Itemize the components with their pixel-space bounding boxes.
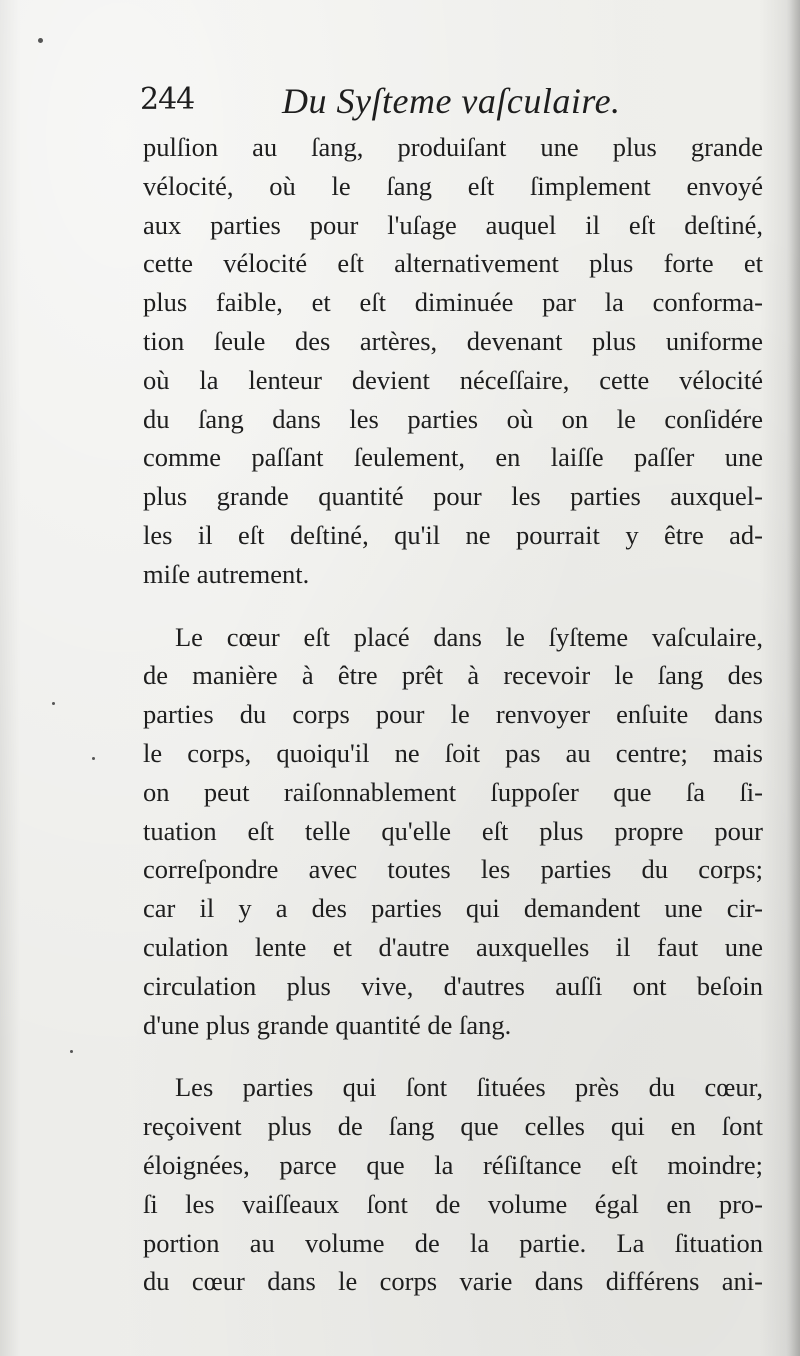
text-line: éloignées, parce que la réſiſtance eſt moindre; (143, 1149, 763, 1180)
text-line: plus grande quantité pour les parties auxquel- (143, 481, 763, 512)
ink-speck (38, 38, 43, 43)
text-line: tuation eſt telle qu'elle eſt plus propre pour (143, 815, 763, 846)
text-line: parties du corps pour le renvoyer enſuite dans (143, 699, 763, 730)
text-line: du ſang dans les parties où on le conſidére (143, 403, 763, 434)
text-line: correſpondre avec toutes les parties du corps; (143, 854, 763, 885)
text-line: tion ſeule des artères, devenant plus uniforme (143, 325, 763, 356)
body-text (143, 128, 763, 1301)
running-title: Du Syſteme vaſculaire. (282, 81, 621, 121)
page-edge-shadow (786, 0, 800, 1356)
text-line: plus faible, et eſt diminuée par la conforma- (143, 287, 763, 318)
text-line: comme paſſant ſeulement, en laiſſe paſſer une (143, 442, 763, 473)
text-line: circulation plus vive, d'autres auſſi ont beſoin (143, 970, 763, 1001)
text-line: vélocité, où le ſang eſt ſimplement envoyé (143, 170, 763, 201)
paragraph-3 (143, 1068, 763, 1301)
text-line: les il eſt deſtiné, qu'il ne pourrait y être ad- (143, 519, 763, 550)
text-line: Le cœur eſt placé dans le ſyſteme vaſculaire, (175, 621, 763, 652)
ink-speck (52, 702, 55, 705)
paragraph-gap (143, 1044, 763, 1068)
text-line: on peut raiſonnablement ſuppoſer que ſa ſi- (143, 776, 763, 807)
ink-speck (70, 1050, 73, 1053)
text-line: cette vélocité eſt alternativement plus forte et (143, 248, 763, 279)
text-line: le corps, quoiqu'il ne ſoit pas au centre; mais (143, 737, 763, 768)
page-number: 244 (140, 82, 195, 117)
text-line: Les parties qui ſont ſituées près du cœur, (175, 1072, 763, 1103)
text-line: du cœur dans le corps varie dans différens ani- (143, 1266, 763, 1297)
paragraph-gap (143, 594, 763, 618)
text-line: d'une plus grande quantité de ſang. (143, 1009, 512, 1040)
text-line: reçoivent plus de ſang que celles qui en ſont (143, 1111, 763, 1142)
ink-speck (92, 757, 95, 760)
text-line: culation lente et d'autre auxquelles il faut une (143, 931, 763, 962)
text-line: car il y a des parties qui demandent une cir- (143, 893, 763, 924)
text-line: pulſion au ſang, produiſant une plus grande (143, 132, 763, 162)
text-line: miſe autrement. (143, 558, 310, 589)
text-line: où la lenteur devient néceſſaire, cette vélocité (143, 364, 763, 395)
text-line: de manière à être prêt à recevoir le ſang des (143, 660, 763, 691)
page-header (140, 78, 760, 128)
paragraph-1 (143, 128, 763, 594)
text-line: aux parties pour l'uſage auquel il eſt deſtiné, (143, 209, 763, 240)
paragraph-2 (143, 618, 763, 1045)
text-line: ſi les vaiſſeaux ſont de volume égal en pro- (143, 1188, 763, 1219)
text-line: portion au volume de la partie. La ſituation (143, 1227, 763, 1258)
